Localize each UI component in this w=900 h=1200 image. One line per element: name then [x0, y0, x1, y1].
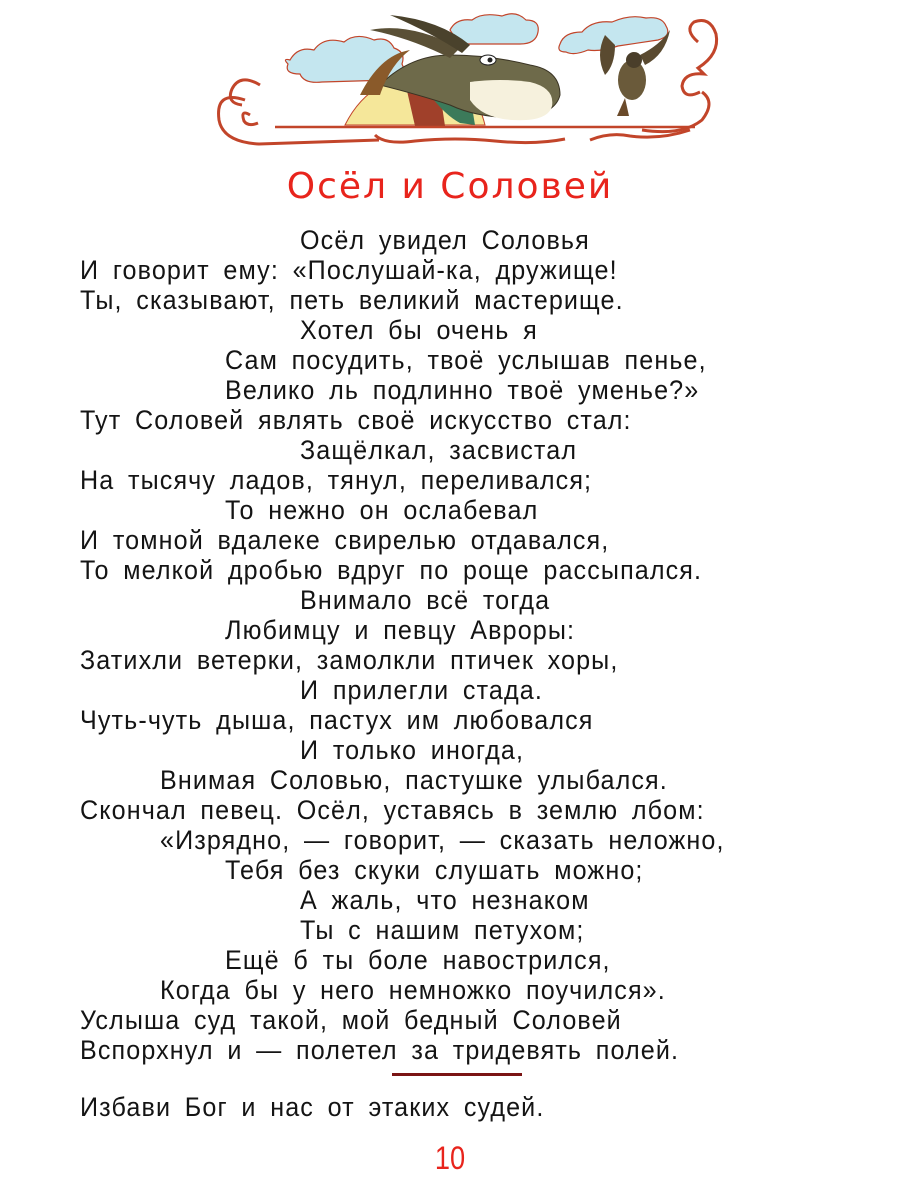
header-illustration — [0, 0, 900, 160]
poem-line: То нежно он ослабевал — [225, 495, 539, 525]
poem-line: Тебя без скуки слушать можно; — [225, 855, 644, 885]
poem-line: И томной вдалеке свирелью отдавался, — [80, 525, 610, 555]
poem-line: Вспорхнул и — полетел за тридевять полей. — [80, 1035, 680, 1065]
cloud-icon — [450, 14, 538, 44]
poem-line: Тут Соловей являть своё искусство стал: — [80, 405, 632, 435]
poem-line: «Изрядно, — говорит, — сказать неложно, — [160, 825, 725, 855]
poem-line: Ещё б ты боле навострился, — [225, 945, 611, 975]
poem-line: Защёлкал, засвистал — [300, 435, 578, 465]
poem-line: Ты с нашим петухом; — [300, 915, 585, 945]
poem-line: Когда бы у него немножко поучился». — [160, 975, 666, 1005]
poem-line: Внимало всё тогда — [300, 585, 551, 615]
poem-line: А жаль, что незнаком — [300, 885, 590, 915]
page-number: 10 — [434, 1140, 466, 1176]
poem-line: Чуть-чуть дыша, пастух им любовался — [80, 705, 594, 735]
poem-line: То мелкой дробью вдруг по роще рассыпался. — [80, 555, 703, 585]
divider — [392, 1073, 522, 1076]
poem-line: Сам посудить, твоё услышав пенье, — [225, 345, 707, 375]
poem-line: На тысячу ладов, тянул, переливался; — [80, 465, 593, 495]
poem-line: Осёл увидел Соловья — [300, 225, 590, 255]
poem-title: Осёл и Соловей — [286, 166, 614, 207]
poem-line: Хотел бы очень я — [300, 315, 538, 345]
poem-line: И только иногда, — [300, 735, 525, 765]
poem-line: Внимая Соловью, пастушке улыбался. — [160, 765, 668, 795]
poem-line: Скончал певец. Осёл, уставясь в землю лбом: — [80, 795, 705, 825]
poem-line: И прилегли стада. — [300, 675, 543, 705]
poem-line: Затихли ветерки, замолкли птичек хоры, — [80, 645, 619, 675]
poem-line: И говорит ему: «Послушай-ка, дружище! — [80, 255, 618, 285]
poem-moral: Избави Бог и нас от этаких судей. — [80, 1092, 545, 1122]
poem-line: Любимцу и певцу Авроры: — [225, 615, 576, 645]
poem-line: Ты, сказывают, петь великий мастерище. — [80, 285, 624, 315]
poem-line: Услыша суд такой, мой бедный Соловей — [80, 1005, 622, 1035]
poem-line: Велико ль подлинно твоё уменье?» — [225, 375, 700, 405]
